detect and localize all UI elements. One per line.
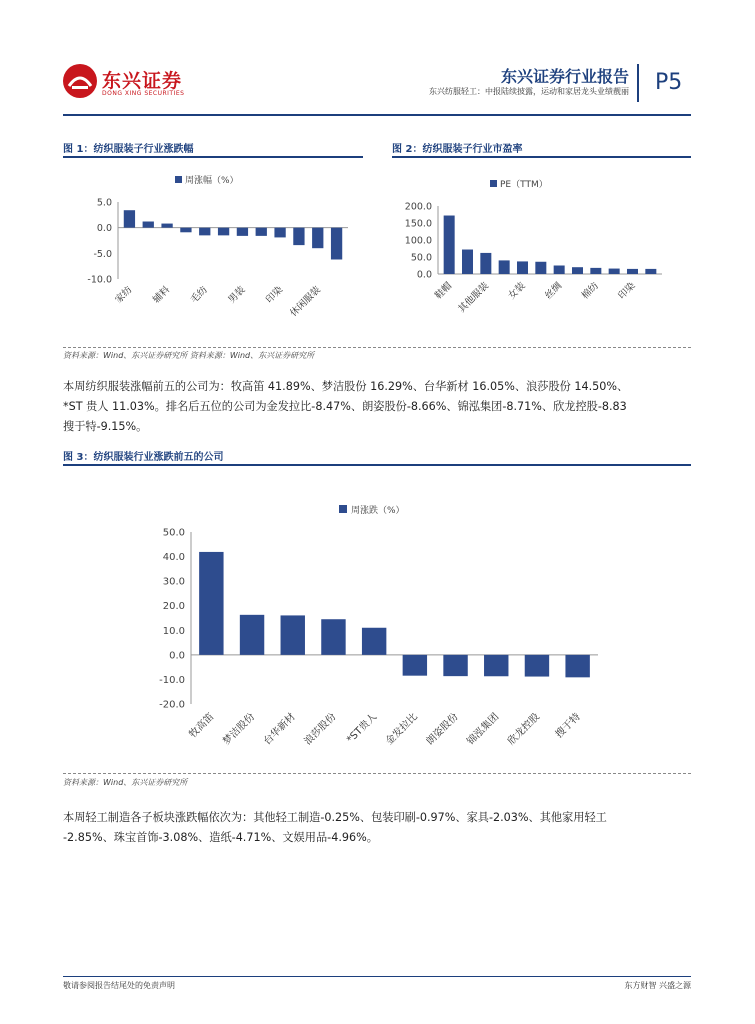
c1-ytick-label: -10.0 bbox=[87, 274, 112, 286]
chart2-legend-swatch bbox=[490, 180, 497, 187]
fig1-title: 图 1：纺织服装子行业涨跌幅 bbox=[63, 144, 194, 155]
c3-category-label: 朗姿股份 bbox=[424, 711, 461, 748]
c3-bar bbox=[362, 628, 386, 655]
paragraph-2-line-2: -2.85%、珠宝首饰-3.08%、造纸-4.71%、文娱用品-4.96%。 bbox=[63, 831, 378, 844]
footer-disclaimer: 敬请参阅报告结尾处的免责声明 bbox=[63, 981, 175, 990]
c2-bar bbox=[462, 250, 473, 274]
c2-category-label: 其他服装 bbox=[456, 280, 491, 316]
c1-bar bbox=[256, 228, 267, 236]
c2-bar bbox=[499, 260, 510, 274]
c1-category-label: 家纺 bbox=[113, 284, 135, 306]
c2-bar bbox=[480, 253, 491, 274]
c1-bar bbox=[124, 210, 135, 227]
fig3-source: 资料来源：Wind、东兴证券研究所 bbox=[63, 778, 188, 787]
c1-category-label: 男装 bbox=[226, 284, 248, 306]
c3-category-label: 锦泓集团 bbox=[465, 711, 502, 748]
c3-bar bbox=[525, 655, 549, 677]
c2-category-label: 印染 bbox=[616, 280, 638, 302]
c1-category-label: 辅料 bbox=[150, 284, 173, 306]
c1-ytick-label: 0.0 bbox=[96, 223, 112, 235]
c1-bar bbox=[218, 228, 229, 236]
c3-category-label: 梦洁股份 bbox=[221, 711, 258, 748]
chart1 bbox=[63, 162, 363, 342]
c2-bar bbox=[444, 216, 455, 274]
footer-slogan: 东方财智 兴盛之源 bbox=[624, 981, 691, 990]
c3-ytick-label: 30.0 bbox=[162, 576, 185, 588]
c1-ytick-label: -5.0 bbox=[93, 248, 112, 260]
c3-category-label: *ST贵人 bbox=[344, 711, 380, 746]
source12-rule bbox=[63, 347, 691, 348]
c3-ytick-label: 40.0 bbox=[162, 552, 185, 564]
c2-bar bbox=[554, 266, 565, 275]
source3-rule bbox=[63, 773, 691, 774]
c3-bar bbox=[565, 655, 589, 677]
c1-bar bbox=[161, 224, 172, 228]
logo-name: 东兴证券 bbox=[102, 70, 183, 92]
c3-ytick-label: 20.0 bbox=[162, 601, 185, 613]
paragraph-1 bbox=[63, 377, 691, 437]
chart3-legend-swatch bbox=[339, 505, 347, 513]
c3-category-label: 金发拉比 bbox=[383, 711, 420, 748]
c2-ytick-label: 50.0 bbox=[410, 252, 432, 264]
c3-bar bbox=[199, 552, 223, 655]
c3-category-label: 浪莎股份 bbox=[302, 711, 339, 748]
c2-bar bbox=[535, 262, 546, 274]
c3-ytick-label: 0.0 bbox=[169, 650, 185, 662]
c3-category-label: 牧高笛 bbox=[187, 711, 217, 741]
c1-bar bbox=[274, 228, 285, 238]
logo-subtitle: DONG XING SECURITIES bbox=[102, 90, 185, 97]
c1-bar bbox=[331, 228, 342, 260]
chart2-legend-label: PE（TTM） bbox=[500, 180, 548, 190]
footer-rule bbox=[63, 976, 691, 977]
c2-bar bbox=[590, 268, 601, 274]
fig3-title: 图 3：纺织服装行业涨跌前五的公司 bbox=[63, 452, 224, 463]
c3-ytick-label: -10.0 bbox=[159, 674, 185, 686]
chart1-legend-label: 周涨幅（%） bbox=[185, 176, 239, 186]
c1-category-label: 印染 bbox=[263, 284, 286, 306]
c3-ytick-label: -20.0 bbox=[159, 699, 185, 711]
fig2-rule bbox=[392, 156, 691, 158]
paragraph-1-line-1: 本周纺织服装涨幅前五的公司为：牧高笛 41.89%、梦洁股份 16.29%、台华新材 16.05%、浪莎股份 14.50%、 bbox=[63, 380, 629, 393]
c1-bar bbox=[199, 228, 210, 236]
paragraph-2-line-1: 本周轻工制造各子板块涨跌幅依次为：其他轻工制造-0.25%、包装印刷-0.97%、家具-2.03%、其他家用轻工 bbox=[63, 811, 607, 824]
c2-ytick-label: 150.0 bbox=[404, 218, 432, 230]
company-logo-icon bbox=[63, 64, 97, 98]
c2-bar bbox=[627, 269, 638, 274]
paragraph-2 bbox=[63, 808, 691, 848]
c2-bar bbox=[572, 267, 583, 274]
c3-ytick-label: 10.0 bbox=[162, 625, 185, 637]
c3-bar bbox=[403, 655, 427, 676]
c2-ytick-label: 100.0 bbox=[404, 235, 432, 247]
c1-ytick-label: 5.0 bbox=[96, 197, 112, 209]
page-number: P5 bbox=[655, 70, 683, 95]
c2-category-label: 棉纺 bbox=[579, 280, 601, 302]
c1-bar bbox=[293, 228, 304, 245]
c2-bar bbox=[517, 261, 528, 274]
header-divider bbox=[637, 64, 639, 102]
paragraph-1-line-2: *ST 贵人 11.03%。排名后五位的公司为金发拉比-8.47%、朗姿股份-8.66%、锦泓集团-8.71%、欣龙控股-8.83 bbox=[63, 400, 627, 413]
c1-bar bbox=[180, 228, 191, 233]
c2-category-label: 女装 bbox=[506, 280, 528, 302]
header-rule bbox=[63, 114, 691, 116]
c2-bar bbox=[645, 269, 656, 274]
c3-bar bbox=[484, 655, 508, 676]
chart1-legend-swatch bbox=[175, 176, 182, 183]
c3-bar bbox=[321, 619, 345, 655]
c1-category-label: 休闲服装 bbox=[288, 284, 323, 320]
c2-bar bbox=[609, 269, 620, 274]
c3-category-label: 台华新材 bbox=[261, 711, 298, 748]
fig2-title: 图 2：纺织服装子行业市盈率 bbox=[392, 144, 523, 155]
c3-bar bbox=[281, 615, 305, 654]
c3-ytick-label: 50.0 bbox=[162, 527, 185, 539]
report-type: 东兴证券行业报告 bbox=[500, 67, 629, 86]
fig1-rule bbox=[63, 156, 363, 158]
fig3-rule bbox=[63, 464, 691, 466]
c3-bar bbox=[443, 655, 467, 676]
chart3-legend-label: 周涨跌（%） bbox=[351, 506, 405, 516]
fig12-source: 资料来源：Wind、东兴证券研究所 资料来源：Wind、东兴证券研究所 bbox=[63, 351, 315, 360]
c2-ytick-label: 200.0 bbox=[404, 201, 432, 213]
chart3 bbox=[63, 470, 691, 770]
c1-bar bbox=[237, 228, 248, 236]
chart2 bbox=[392, 162, 692, 342]
c1-bar bbox=[312, 228, 323, 249]
c2-category-label: 丝绸 bbox=[543, 280, 565, 302]
c3-category-label: 搜于特 bbox=[553, 711, 583, 741]
report-subtitle: 东兴纺服轻工：中报陆续披露，运动和家居龙头业绩靓丽 bbox=[429, 87, 629, 96]
c1-bar bbox=[143, 222, 154, 228]
c3-category-label: 欣龙控股 bbox=[506, 711, 543, 748]
c3-bar bbox=[240, 615, 264, 655]
c2-ytick-label: 0.0 bbox=[416, 269, 432, 281]
c2-category-label: 鞋帽 bbox=[433, 280, 455, 302]
paragraph-1-line-3: 搜于特-9.15%。 bbox=[63, 420, 148, 433]
c1-category-label: 毛纺 bbox=[188, 284, 210, 306]
